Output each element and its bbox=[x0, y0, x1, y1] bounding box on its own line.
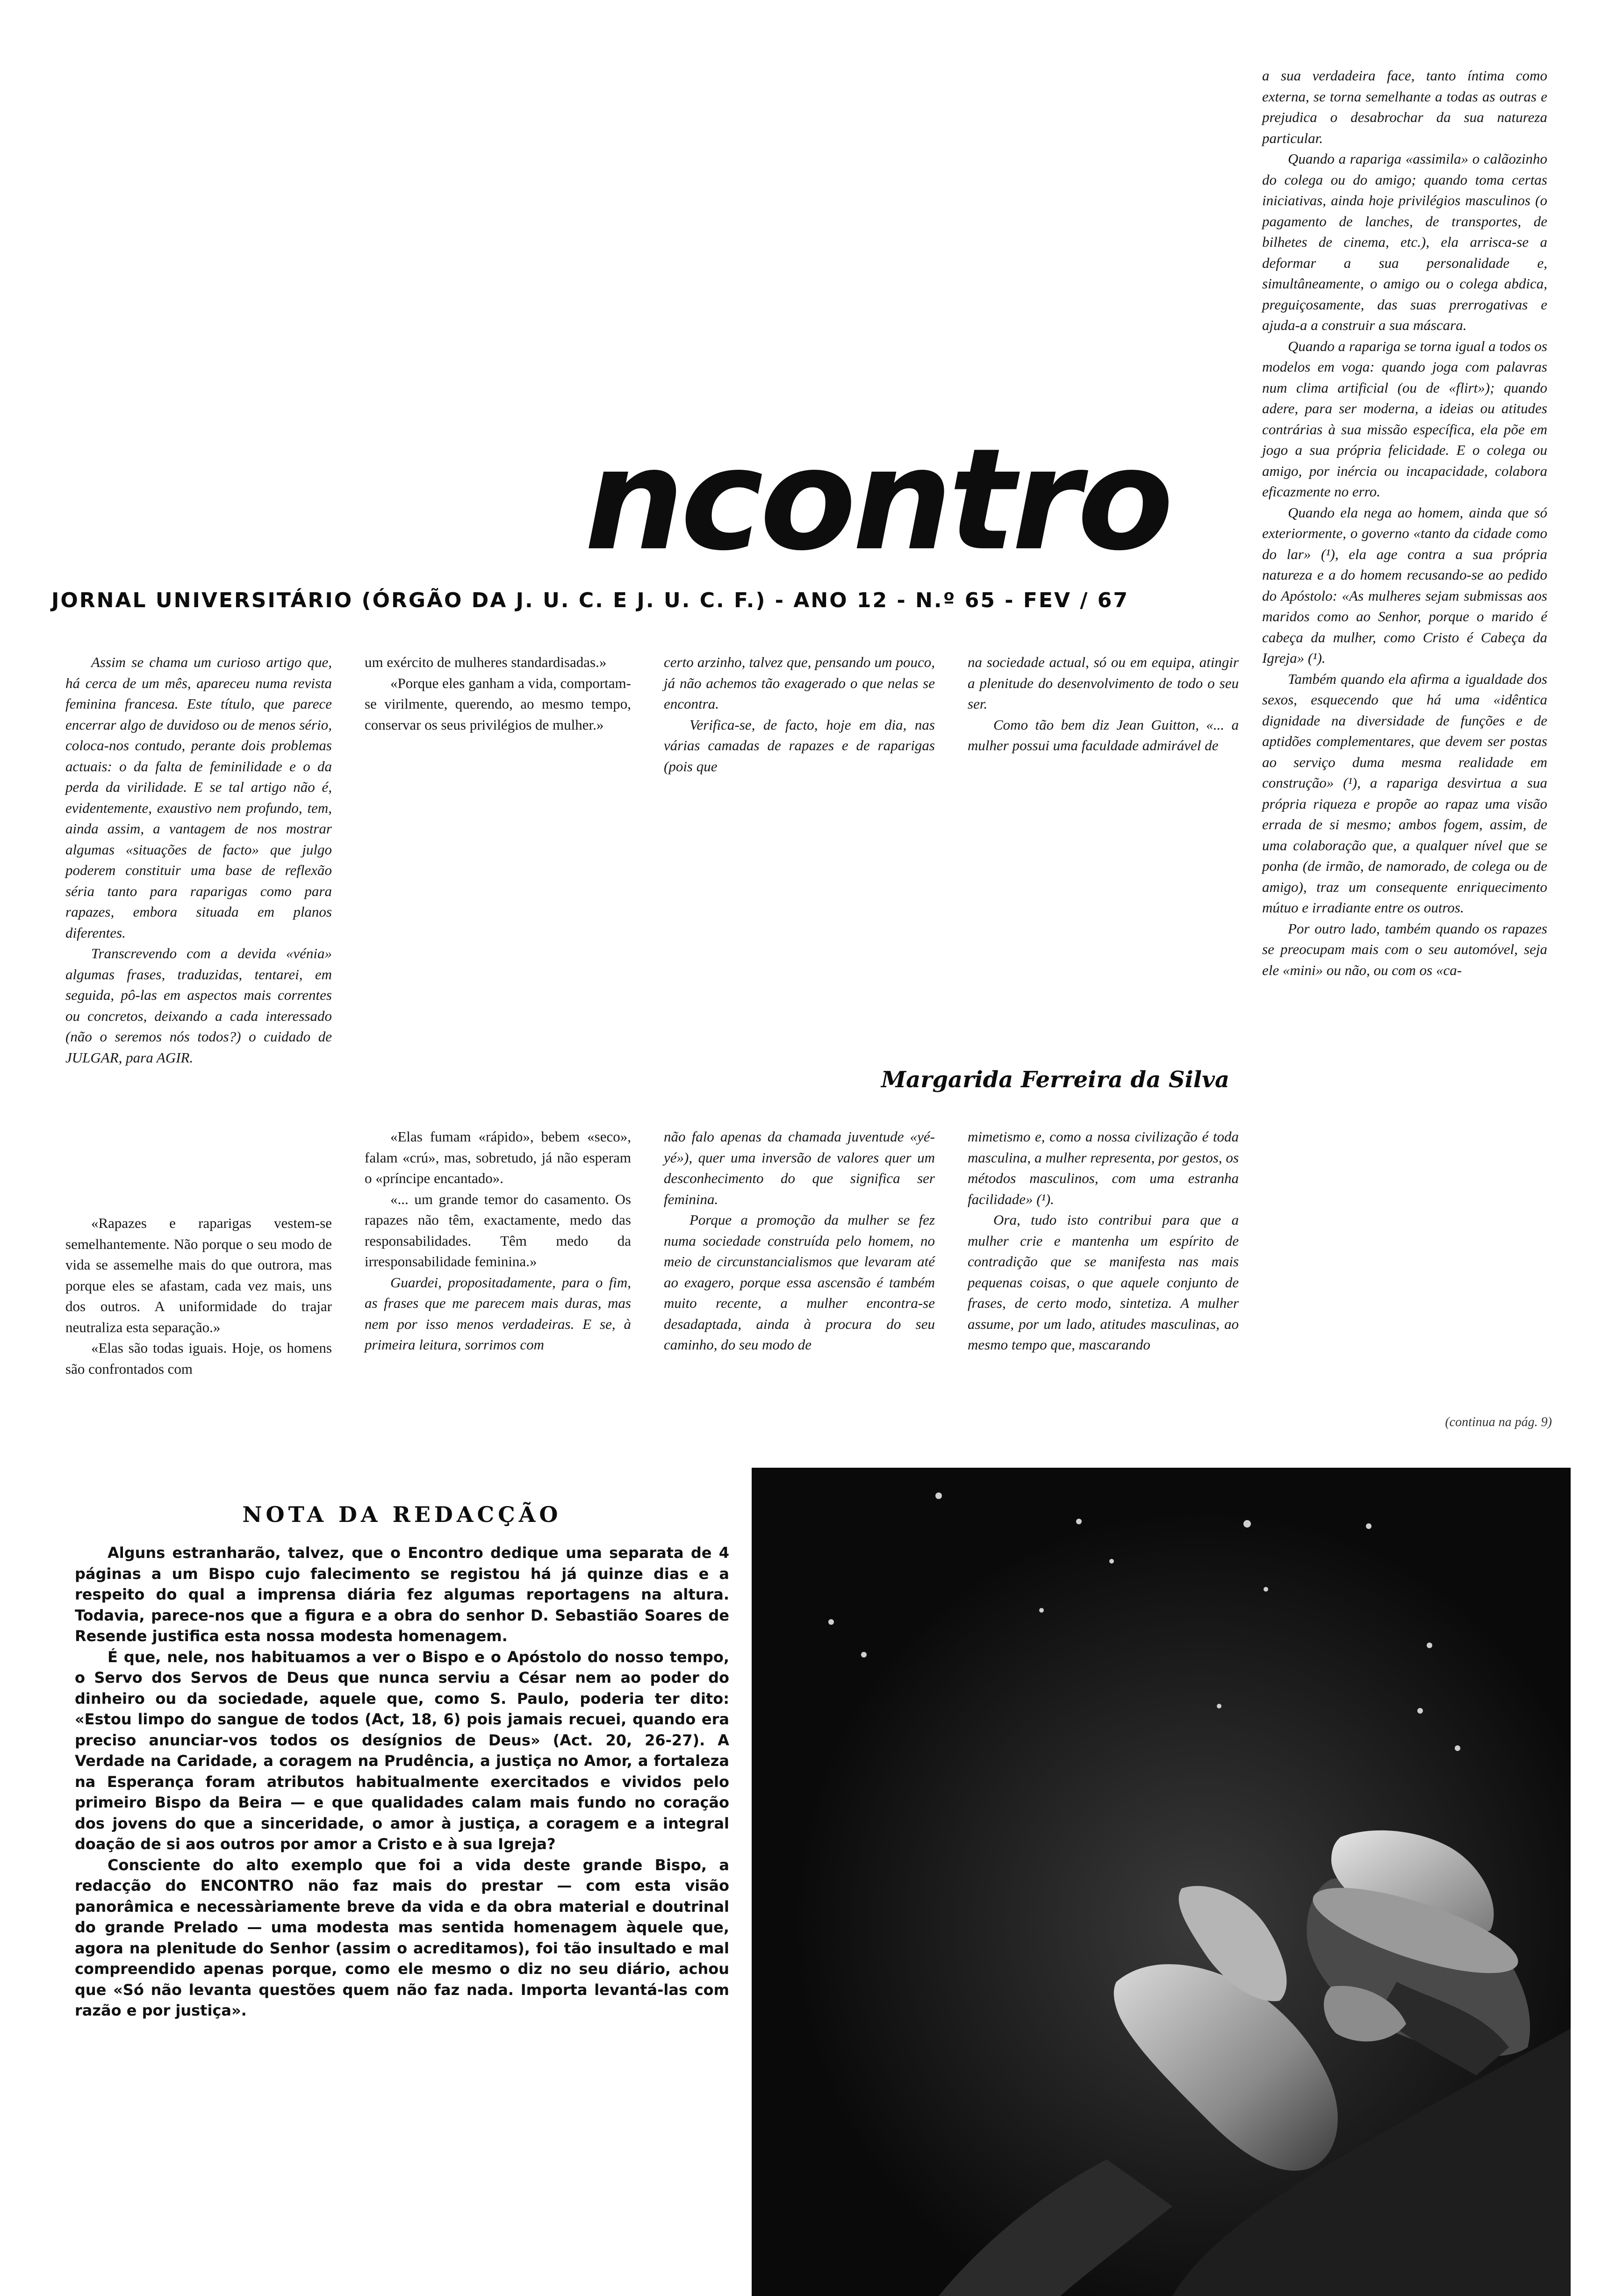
article-paragraph: mimetismo e, como a nossa civilização é toda masculina, a mulher representa, por gestos, os métodos masculinos, com uma estranha facilidade» (¹). bbox=[968, 1128, 1239, 1207]
article-paragraph: Porque a promoção da mulher se fez numa sociedade construída pelo homem, no meio de circunstancialismos que levaram até ao exagero, porque essa ascensão é também muito recente, a mulher encontra-se desadaptada, ainda à procura do seu caminho, do seu modo de bbox=[664, 1212, 935, 1353]
article-paragraph: não falo apenas da chamada juventude «yé-yé»), quer uma inversão de valores quer um desconhecimento do que significa ser feminina. bbox=[664, 1128, 935, 1207]
nota-paragraph: É que, nele, nos habituamos a ver o Bispo e o Apóstolo do nosso tempo, o Servo dos Servos de Deus que nunca serviu a César nem ao poder do dinheiro ou da sociedade, aquele que, como S. Paulo, poderia ter dito: «Estou limpo do sangue de todos (Act, 18, 6) pois jamais recuei, quando era preciso anunciar-vos todos os desígnios de Deus» (Act. 20, 26-27). A Verdade na Caridade, a coragem na Prudência, a justiça no Amor, a fortaleza na Esperança foram atributos habitualmente exercitados e vividos pelo primeiro Bispo da Beira — e que qualidades calam mais fundo no coração dos jovens do que a sinceridade, o amor à justiça, a coragem e a integral doação de si aos outros por amor a Cristo e à sua Igreja? bbox=[75, 1648, 729, 1853]
masthead-title: ncontro bbox=[584, 418, 1170, 581]
article-paragraph: na sociedade actual, só ou em equipa, atingir a plenitude do desenvolvimento de todo o seu ser. bbox=[968, 654, 1239, 712]
article-paragraph: «Elas são todas iguais. Hoje, os homens são confrontados com bbox=[65, 1340, 332, 1377]
article-paragraph: Assim se chama um curioso artigo que, há cerca de um mês, apareceu numa revista feminina francesa. Este título, que parece encerrar algo de duvidoso ou de menos sério, coloca-nos contudo, perante dois problemas actuais: o da falta de feminilidade e o da perda da virilidade. E se tal artigo não é, evidentemente, exaustivo nem profundo, tem, ainda assim, a vantagem de nos mostrar algumas «situações de facto» que julgo poderem constituir uma base de reflexão séria tanto para raparigas como para rapazes, embora situada em planos diferentes. bbox=[65, 654, 332, 941]
article-col-1-upper bbox=[65, 652, 332, 1119]
nota-paragraph: Alguns estranharão, talvez, que o Encontro dedique uma separata de 4 páginas a um Bispo cujo falecimento se registou há já quinze dias e a respeito do qual a imprensa diária fez algumas reportagens na altura. Todavia, parece-nos que a figura e a obra do senhor D. Sebastião Soares de Resende justifica esta nossa modesta homenagem. bbox=[75, 1544, 729, 1645]
article-paragraph: Transcrevendo com a devida «vénia» algumas frases, traduzidas, tentarei, em seguida, pô-las em aspectos mais correntes ou concretos, deixando a cada interessado (não o seremos nós todos?) o cuidado de JULGAR, para AGIR. bbox=[65, 945, 332, 1066]
right-column-paragraph: Quando ela nega ao homem, ainda que só exteriormente, o governo «tanto da cidade como do lar» (¹), ela age contra a sua própria natureza e a do homem recusando-se ao pedido do Apóstolo: «As mulheres sejam submissas aos maridos como ao Senhor, porque o marido é cabeça da mulher, como Cristo é Cabeça da Igreja» (¹). bbox=[1262, 504, 1547, 666]
right-column-paragraph: Também quando ela afirma a igualdade dos sexos, esquecendo que há uma «idêntica dignidade na diversidade de funções e de aptidões complementares, que devem ser postas ao serviço duma mesma realidade em construção» (¹), a rapariga desvirtua a sua própria riqueza e propõe ao rapaz uma visão errada de si mesmo; ambos fogem, assim, de uma colaboração que, a qualquer nível que se ponha (de irmão, de namorado, de colega ou de amigo), traz um consequente enriquecimento mútuo e irradiante entre os outros. bbox=[1262, 670, 1547, 916]
article-col-2-upper bbox=[365, 652, 631, 848]
article-paragraph: Verifica-se, de facto, hoje em dia, nas várias camadas de rapazes e de raparigas (pois que bbox=[664, 716, 935, 775]
nota-body bbox=[75, 1543, 729, 2197]
right-column-paragraph: a sua verdadeira face, tanto íntima como externa, se torna semelhante a todas as outras e prejudica o desabrochar da sua natureza particular. bbox=[1262, 67, 1547, 146]
masthead-line: JORNAL UNIVERSITÁRIO (ÓRGÃO DA J. U. C. E J. U. C. F.) - ANO 12 - N.º 65 - FEV / 67 bbox=[51, 588, 1129, 612]
article-col-4-lower bbox=[968, 1126, 1239, 1440]
article-paragraph: um exército de mulheres standardisadas.» bbox=[365, 654, 607, 670]
photograph bbox=[752, 1468, 1571, 2296]
article-col-4-upper bbox=[968, 652, 1239, 848]
article-col-1-lower bbox=[65, 1213, 332, 1437]
right-column-paragraph: Quando a rapariga «assimila» o calãozinho do colega ou do amigo; quando toma certas iniciativas, ainda hoje privilégios masculinos (o pagamento de lanches, de transportes, de bilhetes de cinema, etc.), ela arrisca-se a deformar a sua personalidade e, simultâneamente, o amigo ou o colega abdica, preguiçosamente, das suas prerrogativas e ajuda-a a construir a sua máscara. bbox=[1262, 151, 1547, 333]
byline: Margarida Ferreira da Silva bbox=[881, 1067, 1229, 1093]
continued-note: (continua na pág. 9) bbox=[1445, 1415, 1552, 1429]
article-paragraph: «Porque eles ganham a vida, comportam-se virilmente, querendo, ao mesmo tempo, conservar os seus privilégios de mulher.» bbox=[365, 674, 631, 733]
photograph-image bbox=[752, 1468, 1571, 2296]
article-paragraph: Ora, tudo isto contribui para que a mulher crie e mantenha um espírito de contradição que se manifesta nas mais pequenas coisas, o que aquele conjunto de frases, de certo modo, sintetiza. A mulher assume, por um lado, atitudes masculinas, ao mesmo tempo que, mascarando bbox=[968, 1212, 1239, 1353]
article-paragraph: Guardei, propositadamente, para o fim, as frases que me parecem mais duras, mas nem por isso menos verdadeiras. E se, à primeira leitura, sorrimos com bbox=[365, 1274, 631, 1353]
article-col-3-upper bbox=[664, 652, 935, 848]
article-paragraph: «... um grande temor do casamento. Os rapazes não têm, exactamente, medo das responsabilidades. Têm medo da irresponsabilidade feminina.» bbox=[365, 1191, 631, 1270]
right-column-paragraph: Quando a rapariga se torna igual a todos os modelos em voga: quando joga com palavras num clima artificial (ou de «flirt»); quando adere, para ser moderna, a ideias ou atitudes contrárias à sua missão específica, ela põe em jogo a sua própria felicidade. E o colega ou amigo, por inércia ou incapacidade, colabora eficazmente no erro. bbox=[1262, 337, 1547, 500]
article-paragraph: «Rapazes e raparigas vestem-se semelhantemente. Não porque o seu modo de vida se assemelhe mais do que outrora, mas porque eles se afastam, cada vez mais, uns dos outros. A uniformidade do trajar neutraliza esta separação.» bbox=[65, 1215, 332, 1335]
article-paragraph: «Elas fumam «rápido», bebem «seco», falam «crú», mas, sobretudo, já não esperam o «príncipe encantado». bbox=[365, 1128, 631, 1186]
article-col-3-lower bbox=[664, 1126, 935, 1440]
article-paragraph: certo arzinho, talvez que, pensando um pouco, já não achemos tão exagerado o que nelas se encontra. bbox=[664, 654, 935, 712]
right-column bbox=[1262, 65, 1547, 1412]
article-paragraph: Como tão bem diz Jean Guitton, «... a mulher possui uma faculdade admirável de bbox=[968, 716, 1239, 753]
article-col-2-lower bbox=[365, 1126, 631, 1440]
nota-paragraph: Consciente do alto exemplo que foi a vida deste grande Bispo, a redacção do ENCONTRO não faz mais do prestar — com esta visão panorâmica e necessàriamente breve da vida e da obra material e doutrinal do grande Prelado — uma modesta mas sentida homenagem àquele que, agora na plenitude do Senhor (assim o acreditamos), foi tão insultado e mal compreendido apenas porque, como ele mesmo o diz no seu diário, achou que «Só não levanta questões quem não faz nada. Importa levantá-las com razão e por justiça». bbox=[75, 1856, 729, 2019]
right-column-paragraph: Por outro lado, também quando os rapazes se preocupam mais com o seu automóvel, seja ele «mini» ou não, ou com os «ca- bbox=[1262, 920, 1547, 978]
nota-title: NOTA DA REDACÇÃO bbox=[242, 1502, 562, 1527]
